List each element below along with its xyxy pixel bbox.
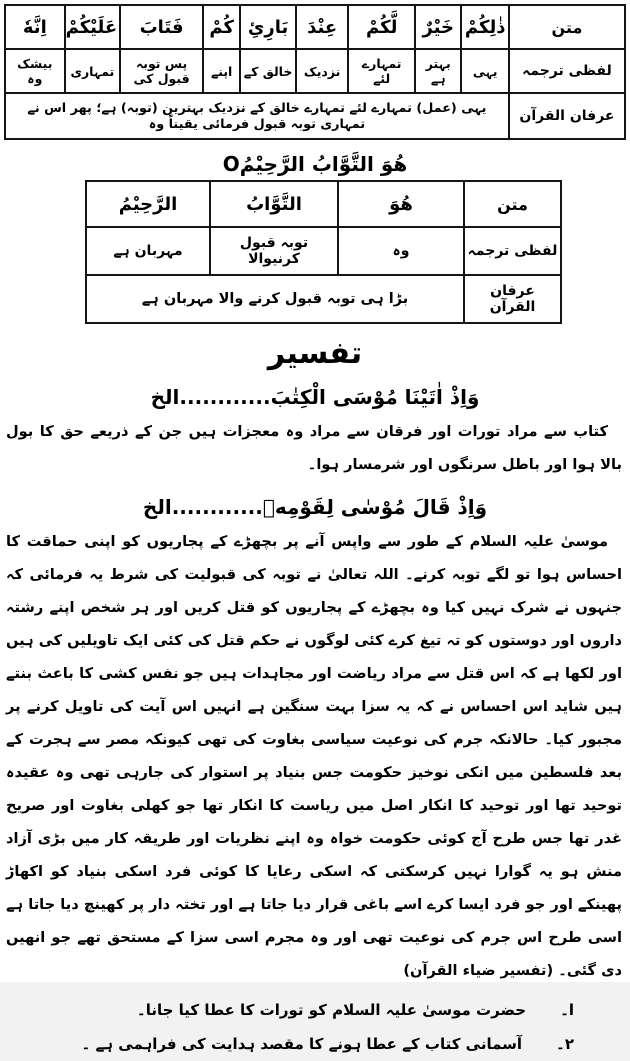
- table-cell: توبہ قبول کرنیوالا: [210, 227, 338, 275]
- tafseer-heading: تفسیر: [267, 336, 363, 371]
- section-1-arabic-heading: وَاِذْ اٰتَيْنَا مُوْسَى الْكِتٰبَ............الخ: [150, 385, 480, 409]
- arabic-verse: هُوَ التَّوَّابُ الرَّحِيْمُO: [222, 152, 408, 176]
- word-translation-table-second: [85, 180, 562, 324]
- table-cell: وہ: [338, 227, 464, 275]
- points-list: [4, 993, 574, 1061]
- table-cell: التَّوَّابُ: [210, 181, 338, 227]
- section-1-body: کتاب سے مراد تورات اور فرقان سے مراد وہ معجزات ہیں جن کے ذریعے حق کا بول بالا ہوا اور باطل سرنگوں اور شرمسار ہوا۔: [6, 423, 622, 473]
- table-cell: عِنْدَ: [296, 5, 349, 49]
- table-cell: اپنے: [203, 49, 240, 93]
- table-row-matn: [86, 181, 561, 227]
- list-item-number: ۲۔: [556, 1035, 574, 1053]
- table-row-irfan-translation: [5, 93, 625, 139]
- table-cell: مہربان ہے: [86, 227, 210, 275]
- word-translation-table-top: [4, 4, 626, 140]
- table-row-literal-translation: [5, 49, 625, 93]
- row-label: لفظی ترجمہ: [464, 227, 561, 275]
- table-cell: تمہارے لئے: [348, 49, 415, 93]
- table-cell: الرَّحِيْمُ: [86, 181, 210, 227]
- list-item: [4, 993, 574, 1027]
- row-label: عرفان القرآن: [464, 275, 561, 323]
- table-cell: كُمْ: [203, 5, 240, 49]
- table-cell: بہتر ہے: [415, 49, 461, 93]
- table-row-irfan-translation: [86, 275, 561, 323]
- row-label: لفظی ترجمہ: [509, 49, 625, 93]
- list-item-text: آسمانی کتاب کے عطا ہونے کا مقصد ہدایت کی فراہمی ہے ۔: [81, 1035, 523, 1053]
- table-cell: تمہاری: [65, 49, 121, 93]
- section-2-body: موسیٰ علیہ السلام کے طور سے واپس آنے پر بچھڑے کے پجاریوں کو اپنی حماقت کا احساس ہوا تو لگے توبہ کرنے۔ اللہ تعالیٰ نے توبہ کی قبولیت کی شرط یہ فرمائی کہ جنہوں نے شرک نہیں کیا وہ بچھڑے کے پجاریوں کو قتل کریں اور ہر شخص اپنے رشتہ داروں اور دوستوں کو تہ تیغ کرے کئی لوگوں نے حکم قتل کی کئی ایک تاویلیں کی ہیں اور لکھا ہے کہ اس قتل سے مراد ریاضت اور مجاہدات ہیں جو نفس کشی کا باعث بنتے ہیں شاید اس احساس نے کہ یہ سزا بہت سنگین ہے انہیں اس آیت کی تاویل کرنے پر مجبور کیا۔ حالانکہ جرم کی نوعیت سیاسی بغاوت کی تھی کیونکہ مصر سے ہجرت کے بعد فلسطین میں انکی نوخیز حکومت جس بنیاد پر استوار کی جارہی تھی وہ عقیدہ توحید تھا اور توحید کا انکار اصل میں ریاست کا انکار تھا جو کھلی بغاوت اور صریح غدر تھا جس طرح آج کوئی حکومت خواہ وہ اپنے نظریات اور طریقہ کار میں بڑی آزاد منش ہو یہ گوارا نہیں کرسکتی کہ اسکی رعایا کا کوئی فرد اسکی بنیاد کو اکھاڑ پھینکے اور جو فرد ایسا کرے اسے باغی قرار دیا جاتا ہے اور تختہ دار پر کھینچ دیا جاتا ہے اسی طرح اس جرم کی نوعیت تھی اور وہ مجرم اسی سزا کے مستحق تھے جو انھیں دی گئی۔ (تفسیر ضیاء القرآن): [6, 533, 622, 979]
- section-2-arabic-heading: وَاِذْ قَالَ مُوْسٰی لِقَوْمِهٖ............الخ: [142, 495, 488, 519]
- table-cell: اِنَّهٗ: [5, 5, 65, 49]
- table-cell: بڑا ہی توبہ قبول کرنے والا مہربان ہے: [86, 275, 464, 323]
- table-cell: فَتَابَ: [120, 5, 203, 49]
- list-item: [4, 1027, 574, 1061]
- table-cell: هُوَ: [338, 181, 464, 227]
- table-cell: ذٰلِكُمْ: [461, 5, 508, 49]
- table-cell: عَلَيْكُمْ: [65, 5, 121, 49]
- table-row-literal-translation: [86, 227, 561, 275]
- table-cell: متن: [509, 5, 625, 49]
- table-cell: خالق کے: [240, 49, 296, 93]
- table-cell: لَّكُمْ: [348, 5, 415, 49]
- table-cell: متن: [464, 181, 561, 227]
- table-row-matn: [5, 5, 625, 49]
- table-cell: یہی (عمل) تمہارے لئے تمہارے خالق کے نزدیک بہترین (توبہ) ہے؛ پھر اس نے تمہاری توبہ قبول فرمائی یقیناً وہ: [5, 93, 509, 139]
- list-item-number: ا۔: [560, 1001, 574, 1019]
- table-cell: یہی: [461, 49, 508, 93]
- table-cell: خَيْرٌ: [415, 5, 461, 49]
- table-cell: بَارِئِ: [240, 5, 296, 49]
- row-label: عرفان القرآن: [509, 93, 625, 139]
- table-cell: پس توبہ قبول کی: [120, 49, 203, 93]
- table-cell: بیشک وہ: [5, 49, 65, 93]
- table-cell: نزدیک: [296, 49, 349, 93]
- list-item-text: حضرت موسیٰ علیہ السلام کو تورات کا عطا کیا جانا۔: [136, 1001, 527, 1019]
